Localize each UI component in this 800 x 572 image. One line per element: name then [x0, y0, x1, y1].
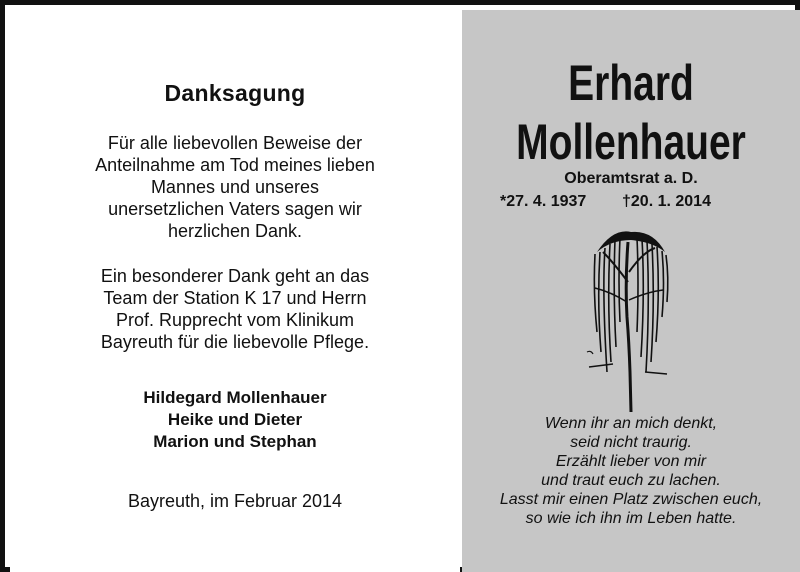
text-line: Bayreuth für die liebevolle Pflege.	[100, 332, 370, 352]
text-line: unersetzlichen Vaters sagen wir	[108, 199, 362, 219]
poem-line: so wie ich ihn im Leben hatte.	[525, 510, 737, 527]
signature-line: Hildegard Mollenhauer	[143, 388, 327, 407]
poem-line: seid nicht traurig.	[570, 434, 692, 451]
deceased-title: Oberamtsrat a. D.	[564, 170, 698, 187]
memorial-panel	[462, 10, 800, 572]
birth-date: *27. 4. 1937	[500, 193, 587, 210]
thanks-paragraph	[10, 132, 460, 242]
death-date: †20. 1. 2014	[622, 193, 711, 210]
text-line: Prof. Rupprecht vom Klinikum	[115, 310, 355, 330]
poem-line: Erzählt lieber von mir	[555, 453, 707, 470]
signature-line: Heike und Dieter	[167, 410, 303, 429]
text-line: herzlichen Dank.	[167, 221, 303, 241]
text-line: Ein besonderer Dank geht an das	[100, 266, 370, 286]
poem-line: Wenn ihr an mich denkt,	[544, 415, 718, 432]
thanks-heading: Danksagung	[164, 80, 306, 106]
deceased-last-name: Mollenhauer	[516, 114, 746, 170]
weeping-willow-icon	[583, 222, 673, 412]
memorial-poem	[462, 414, 800, 528]
place-date: Bayreuth, im Februar 2014	[127, 491, 343, 511]
signature-line: Marion und Stephan	[153, 432, 317, 451]
family-signatures	[10, 387, 460, 453]
thanks-panel	[10, 10, 460, 572]
text-line: Anteilnahme am Tod meines lieben	[95, 155, 375, 175]
poem-line: und traut euch zu lachen.	[541, 472, 721, 489]
deceased-first-name: Erhard	[568, 55, 694, 111]
poem-line: Lasst mir einen Platz zwischen euch,	[499, 491, 763, 508]
text-line: Für alle liebevollen Beweise der	[107, 133, 363, 153]
text-line: Mannes und unseres	[150, 177, 320, 197]
text-line: Team der Station K 17 und Herrn	[103, 288, 367, 308]
special-thanks-paragraph	[10, 265, 460, 353]
